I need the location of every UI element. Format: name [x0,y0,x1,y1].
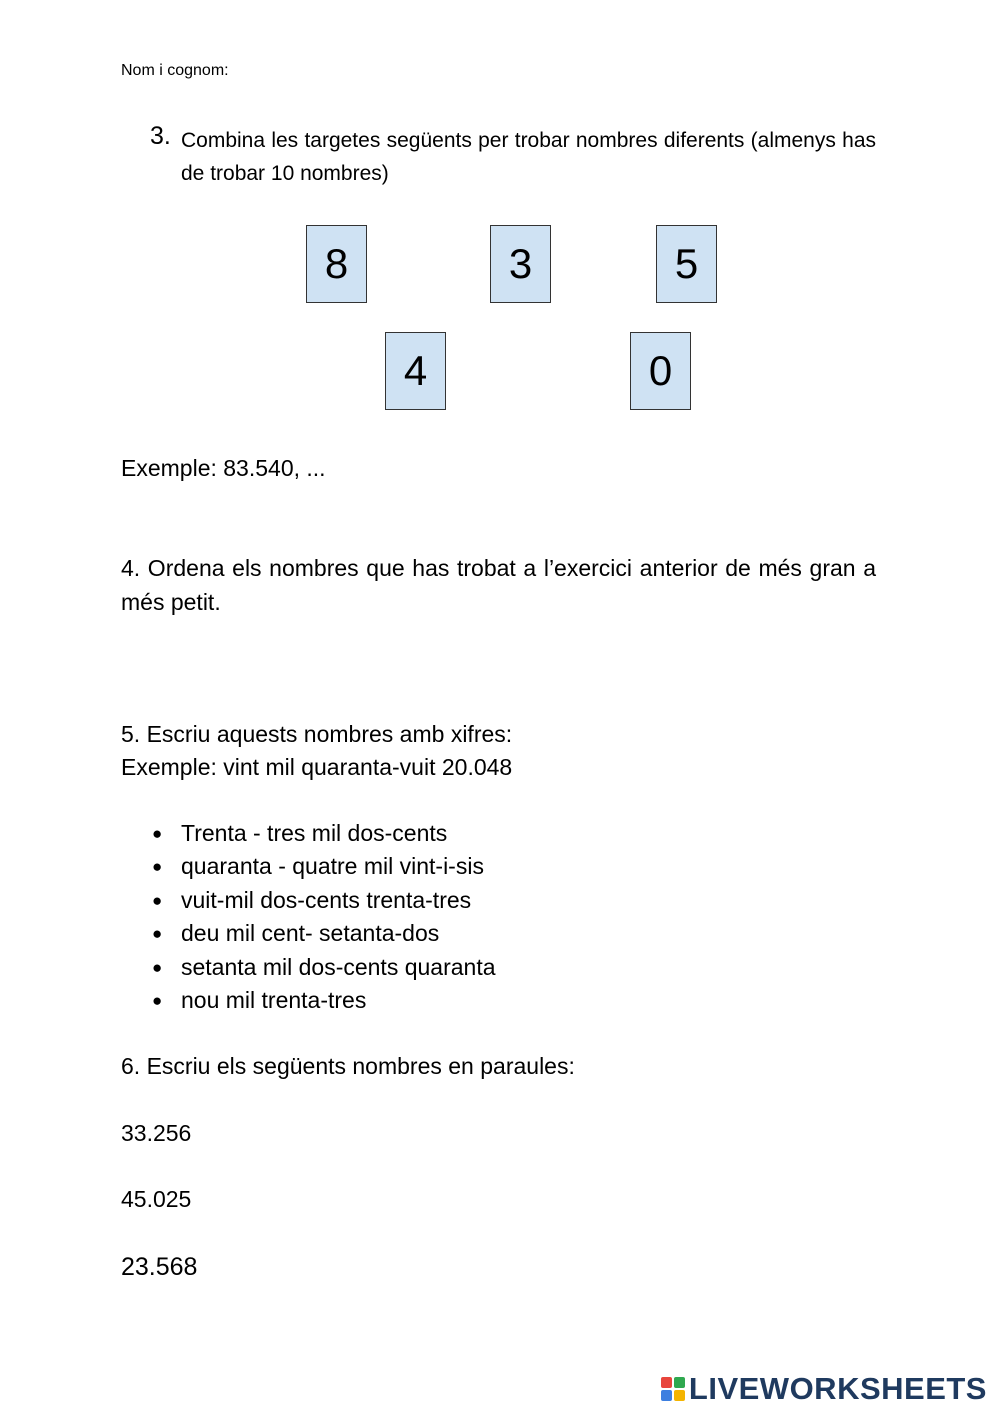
exercise-6-number: 45.025 [121,1186,192,1212]
exercise-6-number: 33.256 [121,1120,192,1146]
list-item: ● deu mil cent- setanta-dos [121,917,496,950]
exercise-4-instructions: 4. Ordena els nombres que has trobat a l’exercici anterior de més gran a més petit. [121,555,876,615]
exercise-5-example: Exemple: vint mil quaranta-vuit 20.048 [121,754,513,780]
list-item: ● setanta mil dos-cents quaranta [121,951,496,984]
exercise-3-number: 3. [150,122,171,150]
list-item: ● quaranta - quatre mil vint-i-sis [121,850,496,883]
exercise-5-list [121,817,496,1017]
liveworksheets-logo [661,1371,987,1407]
exercise-5-title: 5. Escriu aquests nombres amb xifres: [121,721,513,747]
list-item: ● Trenta - tres mil dos-cents [121,817,496,850]
list-item: ● nou mil trenta-tres [121,984,496,1017]
list-item: ● vuit-mil dos-cents trenta-tres [121,884,496,917]
exercise-6-number: 23.568 [121,1253,198,1281]
number-card-3: 3 [490,225,551,303]
liveworksheets-logo-icon [661,1377,685,1401]
exercise-3-example: Exemple: 83.540, ... [121,455,326,481]
exercise-6-title: 6. Escriu els següents nombres en paraules: [121,1053,575,1079]
liveworksheets-logo-text: LIVEWORKSHEETS [688,1371,987,1406]
number-card-4: 4 [385,332,446,410]
name-label: Nom i cognom: [121,62,229,79]
number-card-8: 8 [306,225,367,303]
number-card-5: 5 [656,225,717,303]
exercise-3-instructions: Combina les targetes següents per trobar nombres diferents (almenys has de trobar 10 nombres) [181,129,876,185]
number-card-0: 0 [630,332,691,410]
